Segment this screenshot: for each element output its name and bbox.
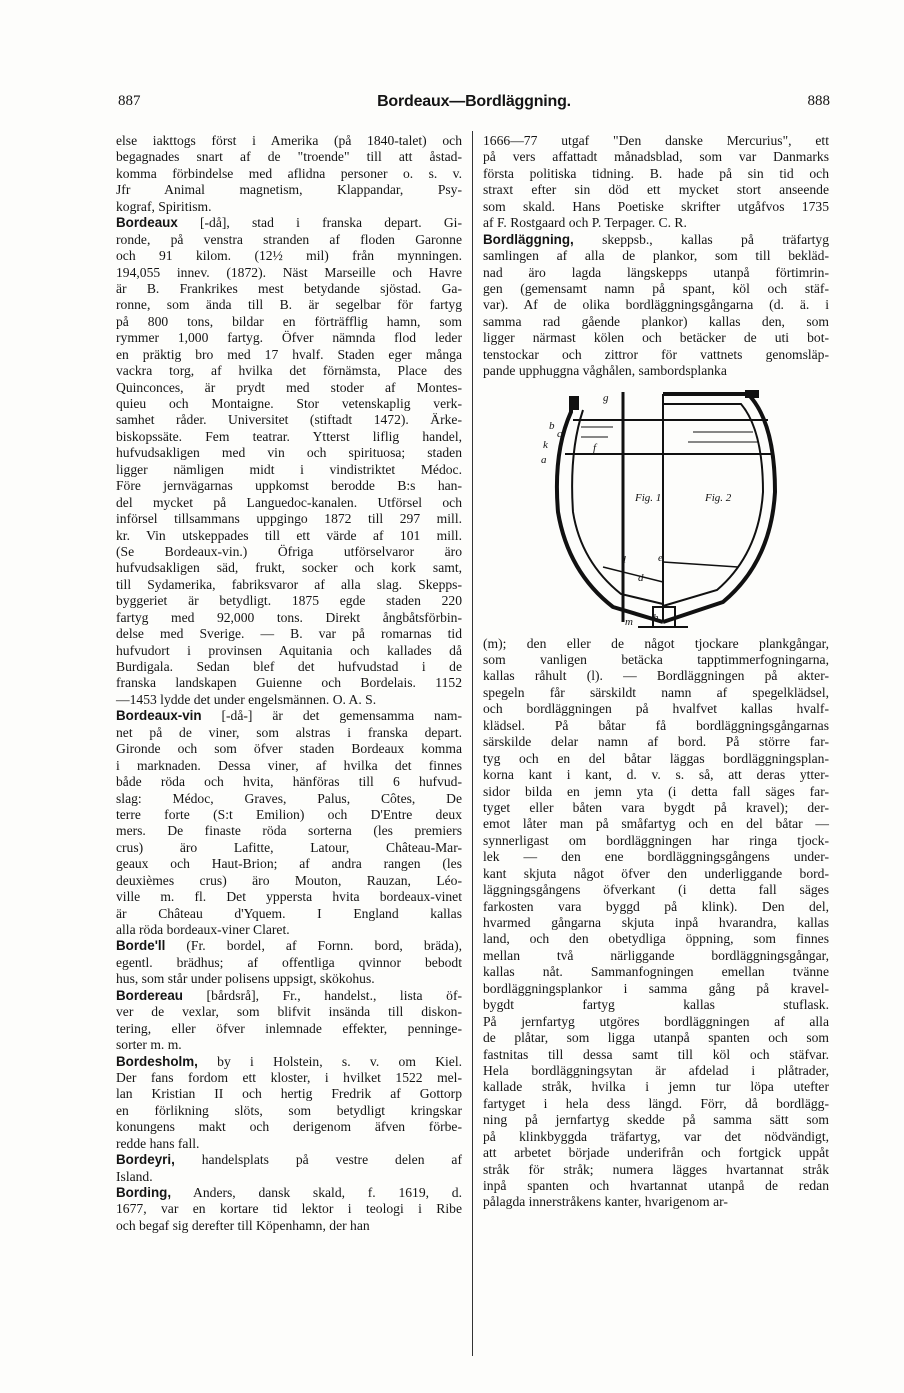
text-line: ronde, på venstra stranden af floden Garonne: [116, 231, 462, 247]
line-text: by i Holstein, s. v. om Kiel.: [197, 1053, 462, 1069]
text-line: på vers affattadt månadsblad, som var Danmarks: [483, 149, 829, 165]
text-line: Före jernvägarnas uppkomst berodde B:s han-: [116, 478, 462, 494]
figure-label-1: Fig. 1: [635, 491, 662, 504]
text-line: samhet råder. Universitet (stiftadt 1472). Ärke-: [116, 412, 462, 428]
text-line: sorter m. m.: [116, 1037, 182, 1053]
text-line: kallas nåt. Sammanfogningen emellan tvänne: [483, 964, 829, 980]
page-number-left: 887: [118, 93, 141, 109]
text-line: första politiska tidning. B. hade på sin tid och: [483, 165, 829, 181]
text-line: kograf, Spiritism.: [116, 198, 212, 214]
text-line: särskilde delar namn af bord. På större far-: [483, 734, 829, 750]
figure-letter-g: g: [603, 391, 609, 404]
line-text: (Fr. bordel, af Fornn. bord, bräda),: [165, 938, 462, 954]
text-line: Burdigala. Sedan blef det hufvudstad i de: [116, 659, 462, 674]
left-column: [116, 133, 462, 1234]
text-line: gen (gemensamt namn på spant, köl och stäf-: [483, 280, 829, 296]
text-line: [116, 215, 462, 231]
text-line: slag: Médoc, Graves, Palus, Côtes, De: [116, 790, 462, 806]
text-line: land, och den obetydliga öppning, som finnes: [483, 931, 829, 947]
text-line: (Se Bordeaux-vin.) Öfriga utförselvaror äro: [116, 543, 462, 559]
text-line: som skald. Hans Poetiske skrifter utgåfvos 1735: [483, 198, 829, 214]
text-line: mers. De finaste röda sorterna (les premiers: [116, 823, 462, 839]
text-line: kr. Vin utskeppades till ett värde af 101 mill.: [116, 527, 462, 543]
right-column: [483, 133, 829, 1211]
headword: Bording,: [116, 1185, 172, 1200]
text-line: Der fans fordom ett kloster, i hvilket 1522 mel-: [116, 1069, 462, 1085]
line-text: Anders, dansk skald, f. 1619, d.: [171, 1185, 462, 1200]
text-line: i marknaden. Dessa viner, af hvilka det finnes: [116, 757, 462, 773]
headword: Bordesholm,: [116, 1053, 198, 1069]
text-line: kallade stråk, hvilka i jemn tur löpa utefter: [483, 1079, 829, 1095]
text-line: bordläggningsplankor i samma gång på kravel-: [483, 980, 829, 996]
text-line: pålagda innerstråkens kanter, hvarigenom ar-: [483, 1194, 728, 1210]
text-line: pande upphuggna våghålen, sambordsplanka: [483, 363, 727, 379]
column-divider: [472, 131, 473, 1356]
line-text: [-då], stad i franska depart. Gi-: [177, 215, 462, 231]
right-column-top-text: [483, 133, 829, 380]
text-line: både röda och hvita, hänföras till 6 hufvud-: [116, 774, 462, 790]
text-line: ver de vexlar, som blifvit insända till diskon-: [116, 1004, 462, 1020]
text-line: synnerligast om bordläggningen har ringa tjock-: [483, 832, 829, 848]
text-line: Hela bordläggningsytan är afdelad i plåtrader,: [483, 1062, 829, 1078]
text-line: egentl. brädhus; af offentliga qvinnor bebodt: [116, 954, 462, 970]
text-line: tering, eller öfver inlemnade effekter, penninge-: [116, 1020, 462, 1036]
figure-letter-a: a: [541, 453, 547, 466]
running-title: Bordeaux—Bordläggning.: [377, 93, 571, 110]
text-line: begagnades snart af de "troende" till att åstad-: [116, 149, 462, 165]
text-line: och bordläggningen på hvalfvet kallas hvalf-: [483, 701, 829, 717]
text-line: På jernfartyg utgöres bordläggningen af alla: [483, 1013, 829, 1029]
text-line: fastnitas till dessa samt till köl och stäfvar.: [483, 1046, 829, 1062]
figure-letter-b: b: [549, 419, 555, 432]
text-line: quieu och Montaigne. Stor vetenskaplig verk-: [116, 396, 462, 411]
text-line: [116, 988, 462, 1004]
headword: Bordeaux-vin: [116, 708, 202, 724]
text-line: Gironde och som öfver staden Bordeaux komma: [116, 741, 462, 757]
text-line: straxt efter sin död ett mycket stort anseende: [483, 182, 829, 198]
text-line: på klinkbyggda träfartyg, var det nödvändigt,: [483, 1128, 829, 1144]
text-line: [483, 232, 829, 248]
text-line: crus) äro Lafitte, Latour, Château-Mar-: [116, 839, 462, 855]
figure-letter-m: m: [625, 615, 633, 628]
figure-letter-e: e: [658, 551, 663, 564]
text-line: samma rad gående plankor) kallas den, som: [483, 313, 829, 329]
text-line: som vanligen betäcka tapptimmerfogningarna,: [483, 652, 829, 667]
text-line: fartyg med 92,000 tons. Direkt ångbåtsförbin-: [116, 609, 462, 625]
figure-letter-f: f: [593, 441, 597, 454]
text-line: —1453 lydde det under engelsmännen. O. A. S.: [116, 691, 377, 707]
text-line: komma förbindelse med aflidna personer o. s. v.: [116, 165, 462, 181]
text-line: hus, som står under polisens uppsigt, skökohus.: [116, 971, 375, 987]
text-line: var). Af de olika bordläggningsgångarna (d. ä. i: [483, 297, 829, 313]
text-line: sidor bilda en jemn yta (i detta fall säges far-: [483, 783, 829, 799]
text-line: [116, 1152, 462, 1168]
text-line: Island.: [116, 1168, 153, 1184]
text-line: införsel tillsammans uppgingo 1872 till 297 mill.: [116, 511, 462, 527]
text-line: och 91 kilom. (12½ mil) från mynningen.: [116, 248, 462, 264]
text-line: byggeriet är betydligt. 1875 egde staden 220: [116, 593, 462, 609]
text-line: att arbetet började underifrån och fortgick uppåt: [483, 1145, 829, 1161]
text-line: ville m. fl. Det yppersta hvita bordeaux-vinet: [116, 889, 462, 905]
text-line: bygdt fartyg kallas stuflask.: [483, 997, 829, 1013]
text-line: inpå spanten och hvartannat utanpå de redan: [483, 1178, 829, 1193]
text-line: är B. Frankrikes mest betydande sjöstad. Ga-: [116, 280, 462, 296]
text-line: till Sydamerika, fabriksvaror af alla slag. Skepps-: [116, 576, 462, 592]
text-line: konungens makt och derigenom äfven förbe-: [116, 1119, 462, 1135]
text-line: korna kant i kant, d. v. s. så, att deras ytter-: [483, 767, 829, 783]
page-header: [118, 93, 830, 119]
text-line: de plåtar, som ligga utanpå spanten och som: [483, 1030, 829, 1046]
text-line: en förlikning slöts, som betydligt kringskar: [116, 1102, 462, 1118]
text-line: ligger närmast kölen och betäcker de uti bot-: [483, 330, 829, 346]
headword: Borde'll: [116, 938, 166, 954]
text-line: franska landskapen Guienne och Bordelais. 1152: [116, 675, 462, 691]
text-line: farkosten vara byggd på klink). Den del,: [483, 898, 829, 914]
text-line: ronne, som ända till B. är segelbar för fartyg: [116, 297, 462, 313]
text-line: klädsel. På båtar få bordläggningsgångarnas: [483, 717, 829, 733]
text-line: vackra torg, af hvilka det förnämsta, Place des: [116, 363, 462, 379]
text-line: rymmer 1,000 fartyg. Öfver nämnda flod leder: [116, 330, 462, 346]
text-line: hufvudort i provinsen Aquitania och kallades då: [116, 642, 462, 658]
text-line: biskopssäte. Fem teatrar. Ytterst liflig handel,: [116, 428, 462, 444]
text-line: stråk för stråk; numera lägges hvartannat stråk: [483, 1161, 829, 1177]
text-line: del mycket på Languedoc-kanalen. Utförsel och: [116, 494, 462, 510]
text-line: redde hans fall.: [116, 1135, 200, 1151]
text-line: en präktig bro med 17 hvalf. Staden eger många: [116, 346, 462, 362]
line-text: handelsplats på vestre delen af: [174, 1152, 462, 1168]
text-line: mellan två närliggande bordläggningsgångar,: [483, 947, 829, 963]
line-text: [-då-] är det gemensamma nam-: [201, 708, 462, 724]
text-line: tyg och en del båtar läggas bordläggningsplan-: [483, 750, 829, 766]
text-line: deuxièmes crus) äro Mouton, Rauzan, Léo-: [116, 872, 462, 888]
text-line: alla röda bordeaux-viner Claret.: [116, 922, 290, 937]
text-line: och begaf sig derefter till Köpenhamn, der han: [116, 1217, 370, 1233]
headword: Bordeaux: [116, 215, 178, 231]
figure-label-2: Fig. 2: [705, 491, 732, 504]
text-line: 194,055 innev. (1872). Näst Marseille och Havre: [116, 264, 462, 280]
text-line: lek — den ene bordläggningsgångens under-: [483, 849, 829, 865]
text-line: kant skjuta något öfver den underliggande bord-: [483, 865, 829, 881]
text-line: [116, 938, 462, 954]
text-line: else iakttogs först i Amerika (på 1840-talet) och: [116, 133, 462, 148]
figure-letter-h: h: [653, 611, 659, 624]
line-text: [bårdsrå], Fr., handelst., lista öf-: [182, 987, 462, 1003]
text-line: Quinconces, är prydt med stoder af Montes-: [116, 379, 462, 395]
text-line: tenstockar och zittror för vattnets genomsläp-: [483, 346, 829, 362]
text-line: fartyget i hela dess längd. Förr, då bordlägg-: [483, 1095, 829, 1111]
text-line: [116, 1054, 462, 1070]
hull-section-figure: [483, 382, 829, 632]
text-line: ning på jernfartyg skedde på samma sätt som: [483, 1112, 829, 1128]
text-line: [116, 1185, 462, 1201]
text-line: på 800 tons, bildar en förträfflig hamn, som: [116, 313, 462, 329]
text-line: geaux och Haut-Brion; af andra rangen (les: [116, 856, 462, 872]
text-line: emot låter man på småfartyg och en del båtar —: [483, 816, 829, 832]
text-line: samlingen af alla de plankor, som till bekläd-: [483, 248, 829, 264]
right-column-bottom-text: [483, 636, 829, 1211]
text-line: Jfr Animal magnetism, Klappandar, Psy-: [116, 182, 462, 198]
text-line: kallas råhult (l). — Bordläggningen på akter-: [483, 668, 829, 684]
text-line: ligger nämligen midt i vindistriktet Médoc.: [116, 461, 462, 477]
text-line: delse med Sverige. — B. var på romarnas tid: [116, 626, 462, 642]
headword: Bordereau: [116, 987, 183, 1003]
text-line: 1677, var en kortare tid lektor i teologi i Ribe: [116, 1201, 462, 1217]
figure-letter-l: l: [623, 553, 627, 566]
page-number-right: 888: [807, 93, 830, 109]
text-line: 1666—77 utgaf "Den danske Mercurius", ett: [483, 133, 829, 148]
text-line: tyget eller båten vara bygdt på kravel); der-: [483, 799, 829, 815]
text-line: läggningsgångens öfverkant (i detta fall säges: [483, 882, 829, 898]
text-line: hvarmed gångarna skjuta inpå hvarandra, kallas: [483, 915, 829, 930]
text-line: hufvudsakligen säd, frukt, socker och kork samt,: [116, 560, 462, 576]
headword: Bordeyri,: [116, 1152, 175, 1168]
figure-letter-k: k: [543, 438, 548, 451]
headword: Bordläggning,: [483, 231, 574, 247]
text-line: terre forte (S:t Emilion) och D'Entre deux: [116, 806, 462, 822]
text-line: [116, 708, 462, 724]
text-line: (m); den eller de något tjockare plankgångar,: [483, 635, 829, 651]
line-text: skeppsb., kallas på träfartyg: [573, 231, 829, 247]
figure-letter-d: d: [638, 571, 644, 584]
figure-letter-c: c: [557, 427, 562, 440]
text-line: nad äro lagda längskepps utanpå förtimrin-: [483, 264, 829, 280]
text-line: lan Kristian II och hertig Fredrik af Gottorp: [116, 1086, 462, 1102]
text-line: hufvudsakligen med vin och spirituosa; staden: [116, 445, 462, 461]
text-line: af F. Rostgaard och P. Terpager. C. R.: [483, 215, 687, 231]
text-line: net på de viner, som alstras i franska depart.: [116, 724, 462, 740]
text-line: är Château d'Yquem. I England kallas: [116, 905, 462, 921]
text-line: spegeln får särskildt namn af spegelklädsel,: [483, 684, 829, 700]
